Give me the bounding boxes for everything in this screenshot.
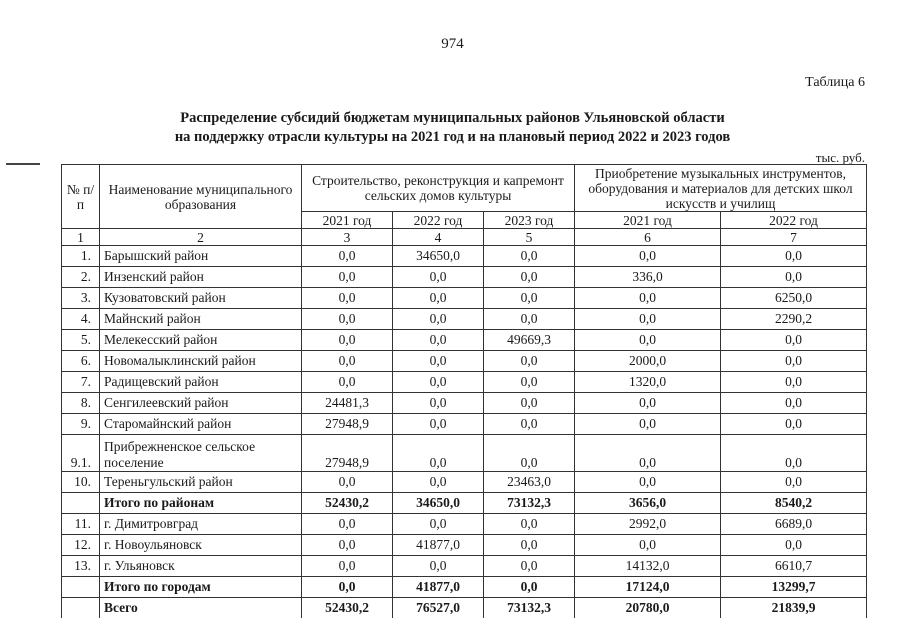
total-row xyxy=(62,493,867,514)
row-name: Сенгилеевский район xyxy=(100,393,302,414)
header-year: 2023 год xyxy=(484,212,575,229)
value-cell: 0,0 xyxy=(302,535,393,556)
value-cell: 0,0 xyxy=(302,330,393,351)
value-cell: 27948,9 xyxy=(302,414,393,435)
row-name: Итого по городам xyxy=(100,577,302,598)
table-row xyxy=(62,535,867,556)
value-cell: 0,0 xyxy=(721,535,867,556)
value-cell: 23463,0 xyxy=(484,472,575,493)
value-cell: 24481,3 xyxy=(302,393,393,414)
value-cell: 0,0 xyxy=(575,246,721,267)
table-row xyxy=(62,309,867,330)
table-row xyxy=(62,246,867,267)
value-cell: 0,0 xyxy=(575,472,721,493)
value-cell: 0,0 xyxy=(302,556,393,577)
column-number: 7 xyxy=(721,229,867,246)
column-number: 6 xyxy=(575,229,721,246)
value-cell: 0,0 xyxy=(484,435,575,472)
row-name: г. Новоульяновск xyxy=(100,535,302,556)
value-cell: 0,0 xyxy=(302,288,393,309)
row-name: Тереньгульский район xyxy=(100,472,302,493)
row-index xyxy=(62,493,100,514)
value-cell: 6610,7 xyxy=(721,556,867,577)
value-cell: 0,0 xyxy=(484,372,575,393)
title-line-1: Распределение субсидий бюджетам муниципальных районов Ульяновской области xyxy=(180,110,725,126)
value-cell: 0,0 xyxy=(484,535,575,556)
table-row xyxy=(62,372,867,393)
scan-edge-mark xyxy=(6,163,40,165)
value-cell: 0,0 xyxy=(721,372,867,393)
value-cell: 0,0 xyxy=(484,393,575,414)
value-cell: 0,0 xyxy=(393,288,484,309)
column-number: 2 xyxy=(100,229,302,246)
value-cell: 0,0 xyxy=(393,351,484,372)
row-name: Итого по районам xyxy=(100,493,302,514)
column-number: 5 xyxy=(484,229,575,246)
value-cell: 52430,2 xyxy=(302,598,393,619)
header-year: 2021 год xyxy=(302,212,393,229)
value-cell: 0,0 xyxy=(721,414,867,435)
row-name: Старомайнский район xyxy=(100,414,302,435)
value-cell: 0,0 xyxy=(484,414,575,435)
value-cell: 0,0 xyxy=(393,414,484,435)
value-cell: 17124,0 xyxy=(575,577,721,598)
row-index: 7. xyxy=(62,372,100,393)
value-cell: 0,0 xyxy=(484,556,575,577)
value-cell: 34650,0 xyxy=(393,493,484,514)
value-cell: 0,0 xyxy=(302,246,393,267)
value-cell: 14132,0 xyxy=(575,556,721,577)
table-row xyxy=(62,414,867,435)
title-line-2: на поддержку отрасли культуры на 2021 год и на плановый период 2022 и 2023 годов xyxy=(174,129,731,145)
value-cell: 52430,2 xyxy=(302,493,393,514)
row-index: 3. xyxy=(62,288,100,309)
value-cell: 0,0 xyxy=(302,267,393,288)
row-name: Кузоватовский район xyxy=(100,288,302,309)
row-name: г. Димитровград xyxy=(100,514,302,535)
row-index xyxy=(62,577,100,598)
value-cell: 0,0 xyxy=(393,393,484,414)
value-cell: 49669,3 xyxy=(484,330,575,351)
value-cell: 0,0 xyxy=(484,514,575,535)
row-name: Мелекесский район xyxy=(100,330,302,351)
value-cell: 2000,0 xyxy=(575,351,721,372)
value-cell: 13299,7 xyxy=(721,577,867,598)
value-cell: 0,0 xyxy=(721,472,867,493)
row-name: Всего xyxy=(100,598,302,619)
table-row xyxy=(62,267,867,288)
value-cell: 0,0 xyxy=(484,246,575,267)
total-row xyxy=(62,577,867,598)
value-cell: 0,0 xyxy=(302,372,393,393)
value-cell: 0,0 xyxy=(484,351,575,372)
value-cell: 0,0 xyxy=(302,309,393,330)
row-index xyxy=(62,598,100,619)
value-cell: 1320,0 xyxy=(575,372,721,393)
table-row xyxy=(62,556,867,577)
value-cell: 0,0 xyxy=(393,372,484,393)
value-cell: 0,0 xyxy=(393,472,484,493)
value-cell: 0,0 xyxy=(302,472,393,493)
value-cell: 27948,9 xyxy=(302,435,393,472)
row-index: 8. xyxy=(62,393,100,414)
value-cell: 0,0 xyxy=(484,577,575,598)
row-name: Новомалыклинский район xyxy=(100,351,302,372)
value-cell: 0,0 xyxy=(393,267,484,288)
value-cell: 0,0 xyxy=(484,267,575,288)
value-cell: 0,0 xyxy=(721,435,867,472)
value-cell: 0,0 xyxy=(575,414,721,435)
table-body xyxy=(62,246,867,619)
row-index: 10. xyxy=(62,472,100,493)
value-cell: 0,0 xyxy=(575,309,721,330)
value-cell: 336,0 xyxy=(575,267,721,288)
value-cell: 0,0 xyxy=(484,309,575,330)
value-cell: 0,0 xyxy=(393,309,484,330)
table-row xyxy=(62,330,867,351)
header-year: 2022 год xyxy=(721,212,867,229)
units-label: тыс. руб. xyxy=(815,150,865,165)
value-cell: 3656,0 xyxy=(575,493,721,514)
column-number: 1 xyxy=(62,229,100,246)
value-cell: 0,0 xyxy=(575,330,721,351)
column-number: 4 xyxy=(393,229,484,246)
value-cell: 0,0 xyxy=(393,330,484,351)
value-cell: 20780,0 xyxy=(575,598,721,619)
value-cell: 2992,0 xyxy=(575,514,721,535)
header-name: Наименование муниципального образования xyxy=(100,165,302,229)
page-number: 974 xyxy=(441,36,464,52)
header-num: № п/п xyxy=(62,165,100,229)
value-cell: 0,0 xyxy=(393,514,484,535)
table-row xyxy=(62,435,867,472)
row-index: 11. xyxy=(62,514,100,535)
document-title xyxy=(0,109,905,147)
header-group-construction: Строительство, реконструкция и капремонт сельских домов культуры xyxy=(302,165,575,212)
row-index: 5. xyxy=(62,330,100,351)
value-cell: 0,0 xyxy=(721,351,867,372)
value-cell: 0,0 xyxy=(575,393,721,414)
row-name: Майнский район xyxy=(100,309,302,330)
row-index: 4. xyxy=(62,309,100,330)
row-name: Барышский район xyxy=(100,246,302,267)
row-index: 6. xyxy=(62,351,100,372)
value-cell: 76527,0 xyxy=(393,598,484,619)
value-cell: 73132,3 xyxy=(484,493,575,514)
value-cell: 0,0 xyxy=(721,330,867,351)
table-row xyxy=(62,393,867,414)
row-index: 2. xyxy=(62,267,100,288)
value-cell: 0,0 xyxy=(575,435,721,472)
value-cell: 0,0 xyxy=(575,535,721,556)
row-name: г. Ульяновск xyxy=(100,556,302,577)
value-cell: 0,0 xyxy=(484,288,575,309)
subsidy-table xyxy=(61,164,867,618)
table-row xyxy=(62,472,867,493)
row-index: 9.1. xyxy=(62,435,100,472)
value-cell: 6689,0 xyxy=(721,514,867,535)
row-name: Инзенский район xyxy=(100,267,302,288)
table-row xyxy=(62,514,867,535)
value-cell: 21839,9 xyxy=(721,598,867,619)
header-group-instruments: Приобретение музыкальных инструментов, оборудования и материалов для детских школ искусств и училищ xyxy=(575,165,867,212)
value-cell: 73132,3 xyxy=(484,598,575,619)
value-cell: 0,0 xyxy=(302,514,393,535)
value-cell: 0,0 xyxy=(393,435,484,472)
row-index: 12. xyxy=(62,535,100,556)
header-year: 2021 год xyxy=(575,212,721,229)
value-cell: 0,0 xyxy=(393,556,484,577)
value-cell: 0,0 xyxy=(575,288,721,309)
value-cell: 8540,2 xyxy=(721,493,867,514)
value-cell: 0,0 xyxy=(721,267,867,288)
row-name: Прибрежненское сельское поселение xyxy=(100,435,302,472)
row-name: Радищевский район xyxy=(100,372,302,393)
value-cell: 0,0 xyxy=(721,393,867,414)
value-cell: 0,0 xyxy=(302,577,393,598)
value-cell: 0,0 xyxy=(721,246,867,267)
value-cell: 41877,0 xyxy=(393,577,484,598)
table-label: Таблица 6 xyxy=(805,75,865,90)
table-row xyxy=(62,288,867,309)
column-number: 3 xyxy=(302,229,393,246)
row-index: 13. xyxy=(62,556,100,577)
value-cell: 41877,0 xyxy=(393,535,484,556)
row-index: 1. xyxy=(62,246,100,267)
total-row xyxy=(62,598,867,619)
value-cell: 34650,0 xyxy=(393,246,484,267)
row-index: 9. xyxy=(62,414,100,435)
table-row xyxy=(62,351,867,372)
value-cell: 0,0 xyxy=(302,351,393,372)
value-cell: 2290,2 xyxy=(721,309,867,330)
value-cell: 6250,0 xyxy=(721,288,867,309)
header-year: 2022 год xyxy=(393,212,484,229)
